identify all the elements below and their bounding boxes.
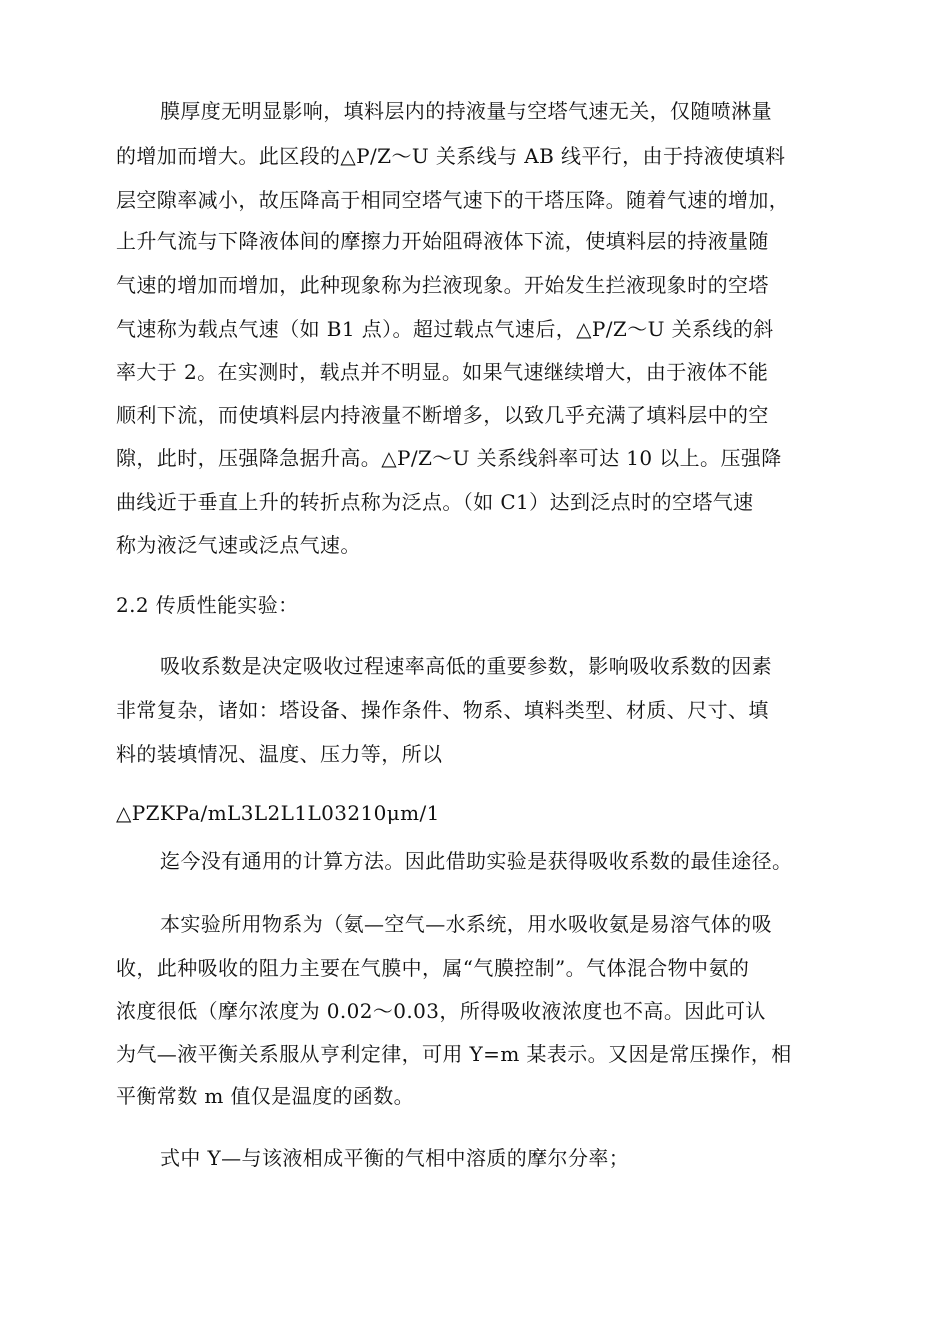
paragraph-line: 气速的增加而增加，此种现象称为拦液现象。开始发生拦液现象时的空塔: [116, 273, 769, 297]
paragraph-line: 层空隙率减小，故压降高于相同空塔气速下的干塔压降。随着气速的增加，: [116, 188, 790, 212]
paragraph-line: 上升气流与下降液体间的摩擦力开始阻碍液体下流，使填料层的持液量随: [116, 229, 769, 253]
paragraph-line: 吸收系数是决定吸收过程速率高低的重要参数，影响吸收系数的因素: [160, 654, 772, 678]
paragraph-line: 平衡常数 m 值仅是温度的函数。: [116, 1084, 415, 1108]
paragraph-line: 曲线近于垂直上升的转折点称为泛点。（如 C1）达到泛点时的空塔气速: [116, 490, 754, 514]
paragraph-line: 气速称为载点气速（如 B1 点）。超过载点气速后，△P/Z～U 关系线的斜: [116, 317, 774, 341]
figure-label-text: △PZKPa/mL3L2L1L03210μm/1: [116, 801, 440, 825]
paragraph-line: 迄今没有通用的计算方法。因此借助实验是获得吸收系数的最佳途径。: [160, 849, 793, 873]
paragraph-line: 膜厚度无明显影响，填料层内的持液量与空塔气速无关，仅随喷淋量: [160, 99, 772, 123]
paragraph-line: 率大于 2。在实测时，载点并不明显。如果气速继续增大，由于液体不能: [116, 360, 769, 384]
paragraph-line: 收，此种吸收的阻力主要在气膜中，属“气膜控制”。气体混合物中氨的: [116, 956, 750, 980]
paragraph-line: 的增加而增大。此区段的△P/Z～U 关系线与 AB 线平行，由于持液使填料: [116, 144, 786, 168]
paragraph-line: 为气—液平衡关系服从亨利定律，可用 Y=m 某表示。又因是常压操作，相: [116, 1042, 792, 1066]
paragraph-line: 隙，此时，压强降急据升高。△P/Z～U 关系线斜率可达 10 以上。压强降: [116, 446, 782, 470]
paragraph-line: 顺利下流，而使填料层内持液量不断增多，以致几乎充满了填料层中的空: [116, 403, 769, 427]
paragraph-line: 非常复杂，诸如：塔设备、操作条件、物系、填料类型、材质、尺寸、填: [116, 698, 769, 722]
paragraph-line: 料的装填情况、温度、压力等，所以: [116, 742, 443, 766]
paragraph-line: 本实验所用物系为（氨—空气—水系统，用水吸收氨是易溶气体的吸: [160, 912, 772, 936]
section-heading: 2.2 传质性能实验：: [116, 593, 299, 617]
paragraph-line: 浓度很低（摩尔浓度为 0.02～0.03，所得吸收液浓度也不高。因此可认: [116, 999, 766, 1023]
paragraph-line: 式中 Y—与该液相成平衡的气相中溶质的摩尔分率；: [160, 1146, 630, 1170]
paragraph-line: 称为液泛气速或泛点气速。: [116, 533, 361, 557]
